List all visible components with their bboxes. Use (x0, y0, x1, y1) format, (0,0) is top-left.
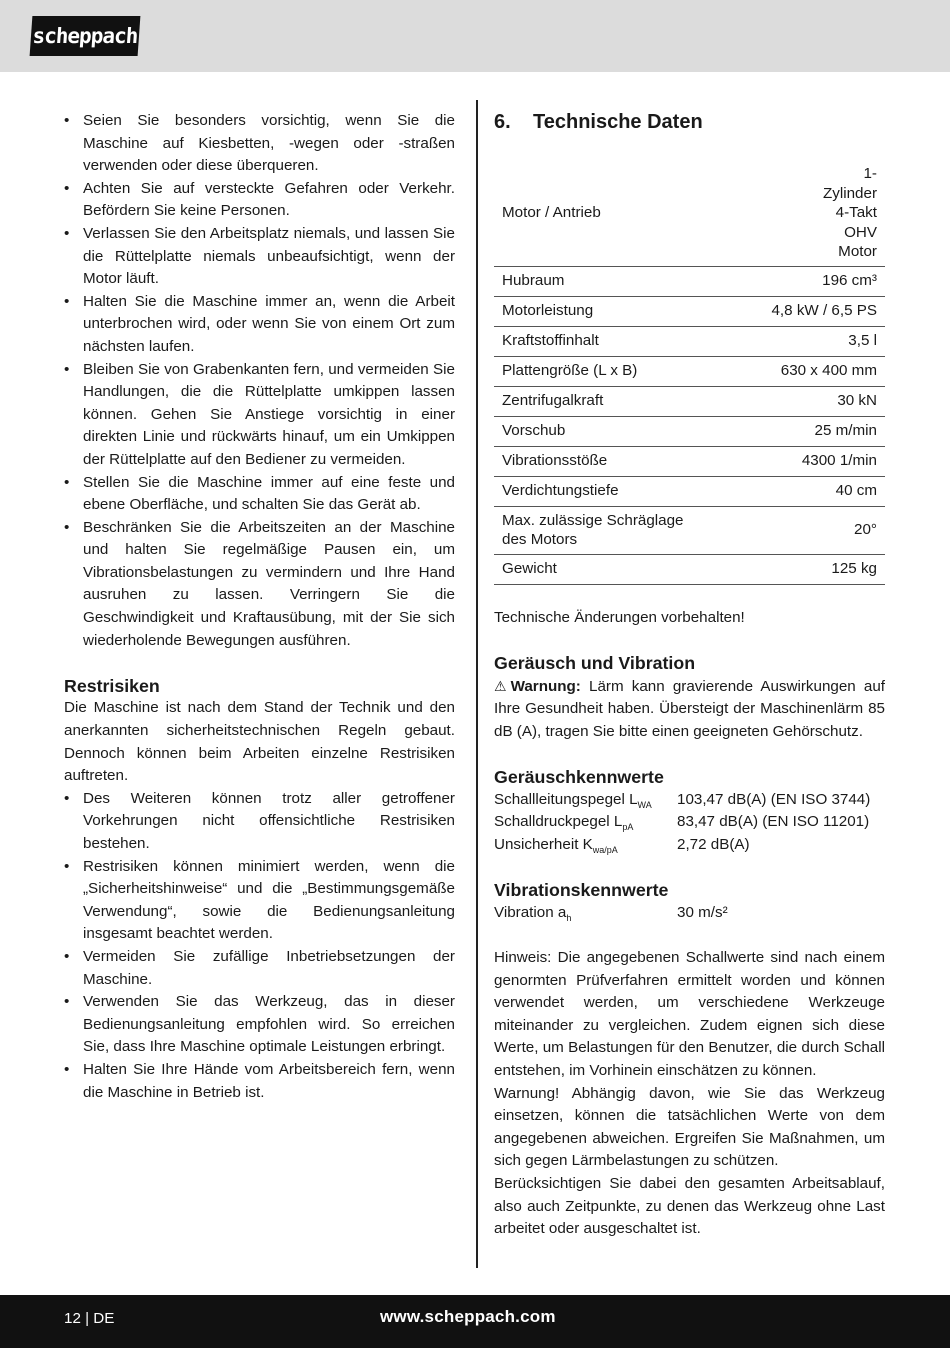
spec-value: 25 m/min (703, 416, 885, 446)
residual-risks-list (64, 788, 455, 1104)
list-item: • Verlassen Sie den Arbeitsplatz niemals, und lassen Sie die Rüttelplatte niemals unbeaufsichtigt, wenn der Motor läuft. (64, 223, 455, 291)
spec-label: Vorschub (494, 416, 703, 446)
table-row (494, 446, 885, 476)
noise-warning (494, 675, 885, 744)
list-item: • Verwenden Sie das Werkzeug, das in dieser Bedienungsanleitung empfohlen wird. So erreichen Sie, dass Ihre Maschine optimale Leistungen erbringt. (64, 991, 455, 1059)
spec-value: 3,5 l (703, 326, 885, 356)
value-label (494, 811, 677, 834)
spec-label: Hubraum (494, 266, 703, 296)
spec-label: Motorleistung (494, 296, 703, 326)
spec-value: 630 x 400 mm (703, 356, 885, 386)
table-row (494, 266, 885, 296)
table-row (494, 554, 885, 584)
left-column (64, 110, 455, 1104)
spec-value: 40 cm (703, 476, 885, 506)
value-text: 2,72 dB(A) (677, 836, 750, 854)
value-label-text: Schalldruckpegel L (494, 813, 623, 831)
spec-value: 4,8 kW / 6,5 PS (703, 296, 885, 326)
residual-risks-intro: Die Maschine ist nach dem Stand der Technik und den anerkannten sicherheitstechnischen Regeln gebaut. Dennoch können beim Arbeiten einzelne Restrisiken auftreten. (64, 699, 455, 785)
value-label-subscript: pA (622, 822, 634, 833)
list-item: • Halten Sie Ihre Hände vom Arbeitsbereich fern, wenn die Maschine in Betrieb ist. (64, 1059, 455, 1104)
spec-label: Motor / Antrieb (494, 160, 703, 266)
footer-bar (0, 1295, 950, 1348)
hint-paragraph: Hinweis: Die angegebenen Schallwerte sind nach einem genormten Prüfverfahren ermittelt worden und können verwendet werden, um verschiedene Werkzeuge miteinander zu vergleichen. Zudem eignen sich diese Werte, um Belastungen für den Benutzer, die durch Schall entstehen, im Vorhinein einschätzen zu können. (494, 949, 885, 1079)
page-number: 12 | DE (64, 1310, 115, 1327)
spec-label: Vibrationsstöße (494, 446, 703, 476)
table-row (494, 506, 885, 554)
value-text: 103,47 dB(A) (EN ISO 3744) (677, 790, 871, 808)
list-item: • Des Weiteren können trotz aller getroffener Vorkehrungen nicht offensichtliche Restrisiken bestehen. (64, 788, 455, 856)
safety-bullet-list (64, 110, 455, 652)
list-item: • Achten Sie auf versteckte Gefahren oder Verkehr. Befördern Sie keine Personen. (64, 178, 455, 223)
right-column (494, 110, 885, 1241)
value-text: 30 m/s² (677, 903, 728, 921)
technical-data-table (494, 160, 885, 585)
spec-value: 4300 1/min (703, 446, 885, 476)
value-row (494, 811, 885, 834)
value-row (494, 834, 885, 857)
spec-label: Max. zulässige Schräglage des Motors (494, 506, 703, 554)
spec-label: Verdichtungstiefe (494, 476, 703, 506)
residual-risks-heading: Restrisiken (64, 675, 160, 696)
spec-value: 20° (703, 506, 885, 554)
spec-value: 1-Zylinder 4-Takt OHV Motor (703, 160, 885, 266)
header-bar (0, 0, 950, 72)
vibration-values-list (494, 902, 885, 925)
table-row (494, 386, 885, 416)
column-divider (476, 100, 478, 1268)
noise-vibration-heading: Geräusch und Vibration (494, 653, 696, 674)
list-item: • Beschränken Sie die Arbeitszeiten an der Maschine und halten Sie regelmäßige Pausen ein, um Vibrationsbelastungen zu vermindern und Ihre Hand ausruhen zu lassen. Verringern Sie die Geschwindigkeit und Kraftausübung, mit der Sie sich wiederholende Bewegungen ausführen. (64, 517, 455, 653)
exposure-warning-paragraph: Warnung! Abhängig davon, wie Sie das Werkzeug einsetzen, können die tatsächlichen Werte von dem angegebenen abweichen. Ergreifen Sie Maßnahmen, um sich gegen Lärmbelastungen zu schützen. (494, 1084, 885, 1170)
table-row (494, 326, 885, 356)
warning-label: Warnung: (510, 677, 581, 695)
value-label-text: Unsicherheit K (494, 836, 593, 854)
list-item: • Bleiben Sie von Grabenkanten fern, und vermeiden Sie Handlungen, die die Rüttelplatte umkippen lassen können. Gehen Sie Anstiege vorsichtig in einer direkten Linie und rückwärts hinauf, um ein Umkippen der Rüttelplatte auf den Bediener zu vermeiden. (64, 359, 455, 472)
changes-note: Technische Änderungen vorbehalten! (494, 609, 745, 627)
table-row (494, 296, 885, 326)
vibration-values-heading: Vibrationskennwerte (494, 880, 669, 901)
list-item: • Vermeiden Sie zufällige Inbetriebsetzungen der Maschine. (64, 946, 455, 991)
spec-label: Gewicht (494, 554, 703, 584)
section-number: 6. (494, 111, 511, 133)
value-label-text: Schallleitungspegel L (494, 790, 638, 808)
spec-label: Zentrifugalkraft (494, 386, 703, 416)
value-label-subscript: WA (637, 799, 652, 810)
warning-text: Lärm kann gravierende Auswirkungen auf Ihre Gesundheit haben. Übersteigt der Maschinenlärm 85 dB (A), tragen Sie bitte einen geeigneten Gehörschutz. (494, 677, 885, 741)
list-item: • Restrisiken können minimiert werden, wenn die „Sicherheitshinweise“ und die „Bestimmungsgemäße Verwendung“, sowie die Bedienungsanleitung insgesamt beachtet werden. (64, 856, 455, 946)
list-item: • Seien Sie besonders vorsichtig, wenn Sie die Maschine auf Kiesbetten, -wegen oder -straßen verwenden oder diese überqueren. (64, 110, 455, 178)
section-title-text: Technische Daten (533, 111, 703, 133)
scheppach-logo: scheppach (30, 16, 141, 56)
table-row (494, 476, 885, 506)
value-label-subscript: wa/pA (592, 845, 618, 856)
value-row (494, 789, 885, 812)
spec-value: 30 kN (703, 386, 885, 416)
spec-value: 125 kg (703, 554, 885, 584)
spec-label: Plattengröße (L x B) (494, 356, 703, 386)
value-label (494, 834, 677, 857)
warning-triangle-icon: ⚠ (494, 677, 507, 694)
value-label (494, 789, 677, 812)
value-label-text: Vibration a (494, 903, 567, 921)
table-row (494, 416, 885, 446)
section-title (494, 110, 885, 134)
table-row (494, 356, 885, 386)
value-text: 83,47 dB(A) (EN ISO 11201) (677, 813, 870, 831)
list-item: • Stellen Sie die Maschine immer auf eine feste und ebene Oberfläche, und schalten Sie das Gerät ab. (64, 472, 455, 517)
spec-label: Kraftstoffinhalt (494, 326, 703, 356)
noise-values-list (494, 789, 885, 857)
table-row (494, 160, 885, 266)
spec-value: 196 cm³ (703, 266, 885, 296)
value-row (494, 902, 885, 925)
value-label-subscript: h (566, 912, 572, 923)
noise-values-heading: Geräuschkennwerte (494, 767, 664, 788)
list-item: • Halten Sie die Maschine immer an, wenn die Arbeit unterbrochen wird, oder wenn Sie von einem Ort zum nächsten laufen. (64, 291, 455, 359)
website-link[interactable]: www.scheppach.com (380, 1307, 556, 1326)
consider-paragraph: Berücksichtigen Sie dabei den gesamten Arbeitsablauf, also auch Zeitpunkte, zu denen das Werkzeug ohne Last arbeitet oder ausgeschaltet ist. (494, 1174, 885, 1238)
value-label (494, 902, 677, 925)
